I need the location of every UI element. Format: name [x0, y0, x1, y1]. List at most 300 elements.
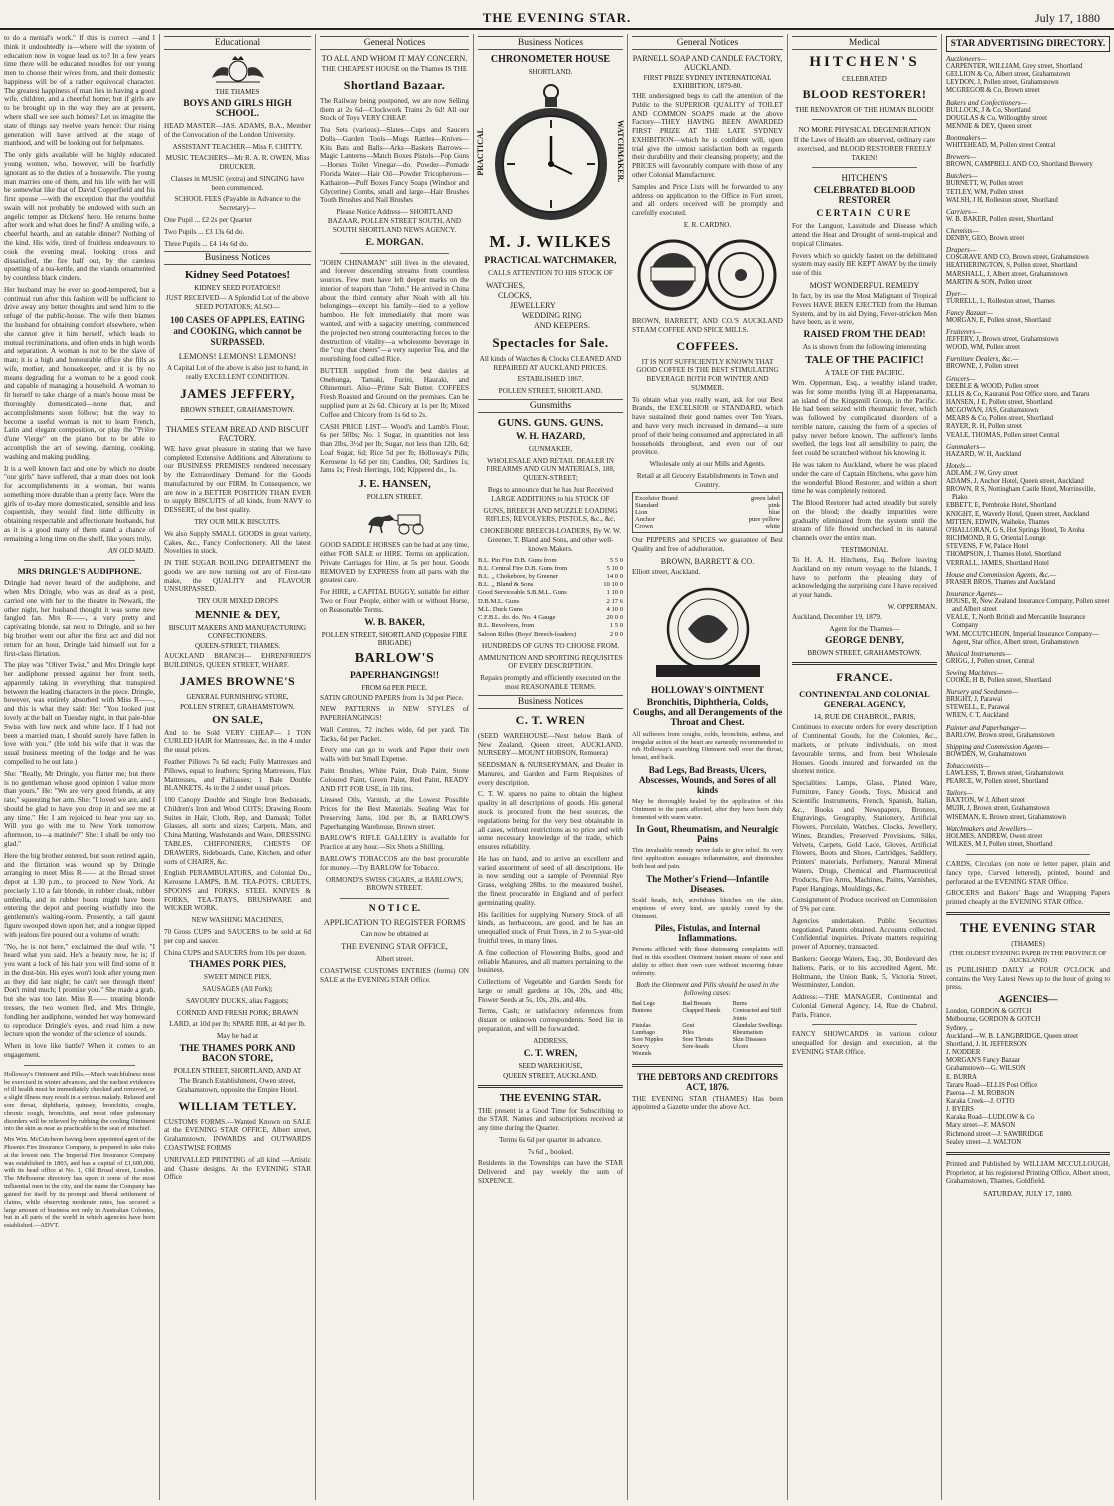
stock-list	[478, 281, 623, 331]
agency-entry: Richmond street—J. SAWBRIDGE	[946, 1130, 1044, 1138]
advert-line: AMMUNITION AND SPORTING REQUISITES OF EVERY DESCRIPTION.	[478, 653, 623, 671]
advertiser-name: THE THAMES PORK AND BACON STORE,	[179, 1044, 296, 1065]
advert-subtitle: FIRST PRIZE SYDNEY INTERNATIONAL EXHIBITION, 1879-80.	[643, 74, 772, 90]
advert-line: GUNS, BREECH AND MUZZLE LOADING RIFLES, REVOLVERS, PISTOLS, &c., &c.	[483, 506, 618, 524]
advert-line: A Capital Lot of the above is also just to hand, in really EXCELLENT CONDITION.	[167, 364, 308, 381]
advert-title: Piles, Fistulas, and Internal Inflammations.	[654, 923, 761, 944]
table-row: Standard pink	[635, 502, 780, 510]
advert-title: CELEBRATED BLOOD RESTORER	[813, 186, 916, 207]
list-item: Ulcers	[732, 1044, 749, 1051]
advert-line: This invaluable remedy never fails to give relief. Its very first application assuages inflammation, and diminishes both heat and pain.	[632, 847, 783, 871]
directory-list	[946, 55, 1110, 849]
pocket-watch-icon	[492, 82, 610, 224]
advert-line: For HIRE, a CAPITAL BUGGY, suitable for either Two or Four People, either with or without Horse, on Reasonable Terms.	[320, 588, 469, 614]
directory-entry: HANSEN, J E, Pollen street, Shortland	[946, 398, 1053, 406]
advert-line: Consignment of Produce received on Commission of 5% per cent.	[792, 896, 937, 914]
advert-line: All sufferers from coughs, colds, bronchitis, asthma, and irregular action of the heart are earnestly recommended to rub Holloway's searching Ointment well over the throat, breast, and back.	[632, 730, 783, 762]
table-row: Good Serviceable S.B.M.L. Guns 1 10 0	[478, 589, 623, 597]
divider	[812, 167, 917, 168]
directory-entry: FRASER BROS, Thames and Auckland	[946, 578, 1056, 586]
advert-line: Agencies undertaken. Public Securities negotiated. Patents obtained. Accounts collected. Confidential inquiries. Private matters requiring power of Attorney, transacted.	[792, 916, 937, 952]
directory-entry: GELLION & Co, Albert street, Grahamstown	[946, 71, 1071, 79]
ointment-seal-icon	[648, 581, 768, 681]
advert-line: BROWN, BARRETT, AND CO.'S AUCKLAND STEAM COFFEE AND SPICE MILLS.	[632, 316, 783, 334]
list-item: Burns	[732, 1001, 747, 1008]
advert-line: Linseed Oils, Varnish, at the Lowest Possible Prices for the Best Materials. Sealing Wax for Preserving Jams, 10d per lb, at BARLOW'S Paperhanging Warehouse, Brown street.	[320, 796, 469, 831]
advert-subtitle: KIDNEY SEED POTATOES!!	[194, 284, 281, 293]
coffee-brand-emblems-icon	[633, 233, 783, 313]
advert-subtitle: FROM 6d PER PIECE.	[361, 683, 428, 692]
advert-line: Every one can go to work and Paper their own walls with but Small Expense.	[320, 746, 469, 764]
directory-section-heading: Musical Instruments—	[946, 649, 1012, 658]
directory-entry: TETLEY, WM, Pollen street	[946, 188, 1024, 196]
story-signature: AN OLD MAID.	[108, 546, 155, 555]
list-item: Contracted and Stiff Joints	[732, 1008, 782, 1022]
directory-entry: MENNIE & DEY, Queen street	[946, 122, 1032, 130]
section-header: Business Notices	[478, 36, 623, 50]
advert-line: UNRIVALLED PRINTING of all kind —Artistic and Chaste designs. At the EVENING STAR Office	[164, 1155, 311, 1182]
directory-section-heading: Gunmakers—	[946, 442, 986, 451]
advert-title: COFFEES.	[676, 338, 739, 353]
advert-line: For the Languor, Lassitude and Disease which attend the Heat and Drought of semi-tropical and tropical Climates.	[792, 222, 937, 248]
list-item: Skin Diseases	[732, 1037, 767, 1044]
agency-entry: J. NODDER	[946, 1049, 981, 1057]
story-paragraph: Her husband may be ever so good-tempered, but a continual run after this fashion will be sufficient to drive away any better thoughts and send him to the refuge of the public-house. The wife then blames the husband for obtaining comfort elsewhere, when she cannot give it him herself, which leads to mutual recriminations, and often ends in high words and separation. A woman is not to be the slave of man; it is a high and honourable office she fills as wife, mother, and housekeeper, and it is by no means degrading for a woman to be a good cook and capable of managing a household. A woman to fit herself to take charge of a man's house must be thoroughly domesticated—none that, and accomplishments soon follow; but the way to become a useful woman is not to learn French, Latin and elegant composition, or play the "Prière d'une Vierge" on the piano but to be able to accomplish the art of sewing, darning, cooking, washing and making pudding.	[4, 285, 155, 461]
directory-section-heading: Tailors—	[946, 789, 973, 798]
school-title: THE THAMES	[215, 88, 260, 96]
advertiser-name: WILLIAM TETLEY.	[178, 1098, 297, 1113]
advert-line: And to be Sold VERY CHEAP— 1 TON CURLED HAIR for Mattresses, &c. in the 4 under the usual prices.	[164, 728, 311, 755]
advert-line: Paint Brushes, White Paint, Drab Paint, Stone Coloured Paint, Green Paint, Red Paint, READY AND FIT FOR USE, in 1lb tins.	[320, 766, 469, 793]
directory-section-heading: Chemists—	[946, 227, 979, 236]
advert-subtitle: (THAMES)	[1011, 939, 1045, 948]
directory-section-heading: Watchmakers and Jewellers—	[946, 824, 1033, 833]
ailment-list	[632, 1001, 783, 1059]
advert-line: Collections of Vegetable and Garden Seeds for large or small gardens at 10s, 20s, and 40s; Flower Seeds at 5s, 10s, 20s, and 40s.	[478, 978, 623, 1004]
section-header: Business Notices	[164, 251, 311, 265]
directory-entry: PEARCE, W, Pollen street, Shortland	[946, 778, 1049, 786]
directory-entry: GRIGG, J, Pollen street, Central	[946, 657, 1035, 665]
advert-line: GROCERS and Bakers' Bags and Wrapping Papers printed cheaply at the EVENING STAR Office.	[946, 889, 1110, 907]
advert-subtitle: PRACTICAL WATCHMAKER,	[484, 256, 617, 266]
advertiser-name: W. H. HAZARD,	[515, 431, 586, 442]
agency-entry: Shortland, J. H. JEFFERSON	[946, 1040, 1027, 1048]
notice-title: N O T I C E.	[368, 904, 421, 915]
directory-entry: O'HALLORAN, G S, Hot Springs Hotel, Te Aroha	[946, 526, 1085, 534]
advert-title: NO MORE PHYSICAL DEGENERATION	[798, 125, 931, 134]
advert-line: Begs to announce that he has Just Received LARGE ADDITIONS to his STOCK OF	[487, 486, 614, 503]
school-line: HEAD MASTER—JAS. ADAMS, B.A., Member of the Convocation of the London University.	[164, 122, 311, 139]
advert-line: (SEED WAREHOUSE—Next below Bank of New Zealand, Queen street, AUCKLAND. NURSERY—MOUNT HOBSON, Remuera)	[478, 731, 623, 758]
divider	[812, 119, 917, 120]
directory-section-heading: Carriers—	[946, 207, 978, 216]
list-item: Rheumatism	[732, 1029, 763, 1036]
section-header: Medical	[792, 36, 937, 50]
advert-subtitle: THE RENOVATOR OF THE HUMAN BLOOD!	[794, 106, 935, 114]
advert-line: Address:—THE MANAGER, Continental and Colonial General Agency, 14, Rue de Chabrol, Paris, France.	[792, 993, 937, 1019]
advert-line: Agent for the Thames—	[829, 624, 900, 633]
advert-title: Spectacles for Sale.	[492, 334, 609, 350]
royal-crest-icon	[208, 54, 268, 84]
advert-line: CASH PRICE LIST— Wood's and Lamb's Flour, 6s per 50lbs; No. 1 Sugar, in quantities not less than 2lbs, 3½d per lb; Sugar, not less than 12lb, 6d; Loaf Sugar, 6d; Rice 5d per lb; Holloway's Pills; Kerosene 1s 6d per tin; Candles, Oil; Sardines 1s; Jams 1s; Fresh Herrings, 10d; Kippered do., 1s.	[320, 422, 469, 475]
imprint: Printed and Published by WILLIAM MCCULLOUGH, Proprietor, at his registered Printing Office, Albert street, Grahamstown, Thames, Goldfield.	[946, 1159, 1110, 1186]
advert-line: Albert street.	[375, 955, 414, 964]
advert-line: SEEDSMAN & NURSERYMAN, and Dealer in Manures, and Garden and Farm Requisites of every description.	[478, 761, 623, 787]
divider	[946, 912, 1110, 915]
advert-line: CORNED AND FRESH PORK; BRAWN	[176, 1008, 299, 1017]
directory-entry: COSGRAVE AND CO, Brown street, Grahamstown	[946, 254, 1089, 262]
advert-line: Wm. Opperman, Esq., a wealthy island trader, was for some months lying ill at Happenanama, an island of the Kingsmill Group, in the Pacific. He had been seized with rheumatic fever, which was followed by complicated disorders of a terrible nature, causing the form of a species of palsy never before known. The sufferer's limbs swelled, the legs lost all sensibility to pain; the feet could be scratched without his knowing it.	[792, 378, 937, 458]
advert-title: Bad Legs, Bad Breasts, Ulcers, Abscesses, Wounds, and Sores of all kinds	[639, 765, 776, 796]
directory-entry: WREN, C T, Auckland	[946, 712, 1009, 720]
directory-entry: TURRELL, L, Rolleston street, Thames	[946, 297, 1055, 305]
table-row: Lion blue	[635, 509, 780, 517]
advert-line: ADDRESS,	[533, 1036, 568, 1045]
advert-line: POLLEN STREET, SHORTLAND.	[498, 387, 603, 396]
advert-subtitle: A TALE OF THE PACIFIC.	[824, 368, 905, 377]
advertiser-name: JAMES JEFFERY,	[180, 385, 295, 401]
directory-entry: WOOD, WM, Pollen street	[946, 344, 1021, 352]
advert-line: 100 Canopy Double and Single Iron Bedsteads, Children's Iron and Wood COTS; Drawing Room Suites in Hair, Cloth, Rep, and Damask; Toilet Glasses, all sorts and sizes; Carpets, Mats, and China Matting, Washstands and Ware, DRESSING TABLES, CHIFFONIERS, CHESTS OF DRAWERS, Sideboards, Cane, Kitchen, and other sorts of CHAIRS, &c.	[164, 796, 311, 866]
directory-entry: WM. MCCUTCHEON, Imperial Insurance Company—Agent, Star office, Albert street, Grahamstown	[946, 630, 1099, 646]
advert-title: THE DEBTORS AND CREDITORS ACT, 1876.	[637, 1071, 778, 1092]
advert-title: CERTAIN CURE	[816, 209, 913, 220]
directory-entry: HAZARD, W. H, Auckland	[946, 450, 1022, 458]
advertiser-address: POLLEN STREET, GRAHAMSTOWN.	[180, 702, 295, 711]
directory-entry: WHITEHEAD, M, Pollen street Central	[946, 142, 1056, 150]
advert-line: Specialities: Lamps, Glass, Plated Ware, Furniture, Fancy Goods, Toys, Musical and Scientific Instruments, French, Spanish, Italian, &c., Books and Newspapers, Bronzes, Engravings, Geography, Stationery, Artificial Flowers, Porcelain, Watches, Clocks, Jewellery, Wines, Brandies, Preserved Provisions, Silks, Velvets, Carpets, Gold Lace, Gloves, Artificial Flowers, Boots and Shoes, Cartridges, Saddlery, Printers' materials, Perfumery, Natural Mineral Waters, Drugs, Chemical and Pharmaceutical Products, Fire Arms, Machines, Paints, Varnishes, Paper Hangings, Mouldings, &c.	[792, 779, 937, 893]
story-paragraph: The only girls available will be highly educated young women, who, however, will be fearfully ignorant as to the duties of a housewife. The young man marries one of them, and his life with her will be somewhat like that of David Copperfield and his first spouse —with the exception that the youthful swain will not probably be endowed with such an angelic temper as Dickens' hero. He returns home after work and what does he find? A smiling wife, a cheerful hearth, and an eatable dinner? Nothing of the kind. His wife, tired of fruitless endeavours to cook the evening meal, looking cross and dissatisfied, the fire half out, by the careless upsetting of a tea-kettle, and the viands ornamented by countless black cinders.	[4, 151, 155, 283]
list-item: Sore Throats	[682, 1037, 714, 1044]
advert-line: SWEET MINCE PIES,	[203, 973, 272, 982]
agency-entry: Mary street—F. MASON	[946, 1122, 1016, 1130]
column-1	[0, 34, 160, 1500]
advert-line: Fevers which so quickly fasten on the debilitated system may easily BE KEPT AWAY by the timely use of this	[792, 251, 937, 278]
advert-title: PAPERHANGINGS!!	[349, 670, 440, 681]
advert-line: HUNDREDS OF GUNS TO CHOOSE FROM.	[481, 641, 620, 650]
directory-title: STAR ADVERTISING DIRECTORY.	[946, 36, 1110, 52]
advert-title: THE EVENING STAR	[959, 919, 1097, 935]
table-row: B.L. ,, Bland & Sons 10 10 0	[478, 581, 623, 589]
advertiser-name: E. R. CARDNO.	[683, 220, 732, 229]
table-row: B.L. ,, Chokebore, by Greener 14 0 0	[478, 572, 623, 580]
agency-entry: London, GORDON & GOTCH	[946, 1008, 1032, 1016]
advert-line: Our PEPPERS and SPICES we guarantee of Best Quality and free of adulteration.	[632, 536, 783, 554]
advertiser-address: POLLEN STREET, SHORTLAND (Opposite FIRE BRIGADE)	[321, 630, 468, 647]
directory-section-heading: House and Commission Agents, &c.—	[946, 570, 1057, 579]
advert-line: May be had at	[217, 1032, 258, 1041]
advert-line: Both the Ointment and Pills should be used in the following cases:	[636, 980, 779, 998]
advertiser-name: HITCHEN'S	[841, 173, 888, 184]
agency-entry: J. BYERS	[946, 1106, 974, 1114]
directory-section-heading: Drapers—	[946, 246, 977, 255]
directory-entry: KNIGHT, E, Waverly Hotel, Queen street, Auckland	[946, 510, 1090, 518]
table-row: Saloon Rifles (Boys' Breech-loaders) 2 0 0	[478, 630, 623, 638]
advert-line: "JOHN CHINAMAN" still lives in the elevated, and forever descending streams from countless sources. Few men have left deeper marks on the interior of teapots than "John." He arrived in China about the third century after Noah with all his belongings—except his family—tied to a yellow bamboo. He felt immediately that more was wanted, and with a sagacity unerring, commenced the projected two strong counteracting forces to the destruction of vitality—a wholesome beverage in the "cup that cheers"—a very superior Tea, and the nourishing food called Rice.	[320, 258, 469, 364]
directory-entry: DOUGLAS & Co, Willoughby street	[946, 114, 1047, 122]
column-2	[160, 34, 316, 1500]
advert-line: BARLOW'S RIFLE GALLERY is available for Practice at any hour.—Six Shots a Shilling.	[320, 834, 469, 852]
advert-line: To H. A. H. Hitchens, Esq. Before leaving Auckland on my return voyage to the Islands, I have to perform the pleasing duty of acknowledging the surprising cure I have received at your hands.	[792, 556, 937, 600]
advertiser-name: W. B. BAKER,	[364, 617, 425, 628]
advert-line: A fine collection of Flowering Bulbs, good and reliable Manures, and all matters pertaining to the business.	[478, 948, 623, 975]
table-row: B.L. Revolvers, from 1 5 0	[478, 622, 623, 630]
directory-entry: DENBY, GEO, Brown street	[946, 235, 1025, 243]
agency-entry: Karaka Road—LUDLOW & Co	[946, 1114, 1035, 1122]
table-row: C.F.B.L. do. do. No. 4 Gauge 20 0 0	[478, 614, 623, 622]
directory-entry: WILKES, M J, Pollen street, Shortland	[946, 840, 1053, 848]
section-header: General Notices	[632, 36, 783, 50]
directory-section-heading: Butchers—	[946, 172, 978, 181]
fee-line: One Pupil ... £2 2s per Quarter	[164, 216, 253, 225]
advert-line: TRY OUR MIXED DROPS	[196, 597, 278, 606]
list-item: Sore-heads	[682, 1044, 709, 1051]
directory-section-heading: Sewing Machines—	[946, 668, 1003, 677]
story-paragraph: When in love like battle? When it comes to an engagement.	[4, 1042, 155, 1059]
advert-title: GUNS. GUNS. GUNS.	[497, 416, 604, 429]
brand-label-table	[632, 492, 783, 533]
agency-list	[946, 1008, 1110, 1147]
stock-item: WEDDING RING	[522, 310, 582, 320]
table-row: B.L. Central Fire D.B. Guns from 5 10 0	[478, 564, 623, 572]
directory-entry: MITTEN, EDWIN, Waiheke, Thames	[946, 518, 1050, 526]
directory-section-heading: Bakers and Confectioners—	[946, 98, 1028, 107]
advert-line: THE EVENING STAR (THAMES) Has been appointed a Gazette under the above Act.	[632, 1094, 783, 1112]
advert-signature: W. OPPERMAN.	[887, 602, 937, 611]
directory-section-heading: Furniture Dealers, &c.—	[946, 355, 1019, 364]
advert-title: THAMES PORK PIES,	[189, 960, 286, 971]
directory-entry: THOMPSON, J, Thames Hotel, Shortland	[946, 551, 1061, 559]
advert-title: TESTIMONIAL	[840, 546, 889, 554]
directory-section-heading: Tobacconists—	[946, 761, 990, 770]
advert-line: He has on hand, and to arrive an excellent and varied assortment of seed of all descriptions. He is now sending out a sample of Perennial Rye Grass, weighing 28lbs. to the measured bushel, the finest procurable in England and of perfect germinating quality.	[478, 854, 623, 907]
column-3	[316, 34, 474, 1500]
advert-line: The Railway being postponed, we are now Selling them at 2s 6d—Clockwork Trains 2s 6d! All our Stock of Toys VERY CHEAP.	[320, 96, 469, 123]
story-paragraph: Dringle had never heard of the audiphone, and when Mrs Dringle, who was as deaf as a post, carried one with her to the theatre in Newark, the other night, her husband thought it was some new fangled fan. Mrs R——, a very pretty and captivating blonde, sat next to Dringle, and so her big brother went out after the first act and did not return for an hour, Dringle laid himself out for a first-class flirtation.	[4, 579, 155, 658]
directory-entry: LEYDON, J, Pollen street, Grahamstown	[946, 79, 1059, 87]
directory-entry: ADAMS, J, Anchor Hotel, Queen street, Auckland	[946, 478, 1084, 485]
directory-entry: EBBETT, E, Pembroke Hotel, Shortland	[946, 502, 1057, 510]
advertiser-name: J. E. HANSEN,	[358, 478, 431, 491]
advert-title: AGENCIES—	[998, 995, 1058, 1006]
agency-entry: Auckland—W. B. LANGBRIDGE, Queen street	[946, 1032, 1079, 1040]
list-item: Chapped Hands	[682, 1008, 721, 1015]
advert-title: RAISED FROM THE DEAD!	[803, 330, 926, 341]
directory-entry: BRIGHT, J, Parawai	[946, 696, 1003, 704]
directory-entry: HOUSE, R, New Zealand Insurance Company, Pollen street and Albert street	[946, 597, 1110, 614]
advert-line: SATIN GROUND PAPERS from 1s 3d per Piece.	[320, 693, 464, 702]
list-item: Glandular Swellings	[732, 1022, 782, 1029]
list-item: Bad Breasts	[682, 1001, 712, 1008]
section-header: General Notices	[320, 36, 469, 50]
advert-line: His facilities for supplying Nursery Stock of all kinds, as herbaceous, are good, and he has an unequalled stock of Fruit Trees, in 2 to 5-year-old fruitful trees, in many lines.	[478, 910, 623, 945]
advert-line: CARDS, Circulars (on note or letter paper, plain and fancy type, Curved lettered), printed, bound and perforated at the EVENING STAR Office.	[946, 860, 1110, 886]
divider	[24, 560, 135, 561]
advert-line: Retail at all Grocery Establishments in Town and Country.	[636, 471, 779, 489]
directory-entry: BULLOCK, J & Co, Shortland	[946, 106, 1031, 114]
imprint-date: SATURDAY, JULY 17, 1880.	[983, 1189, 1073, 1199]
story-paragraph: Here the big brother entered, but soon retired again, and the flirtation was wound up by Dringle arranging to meet Miss R—— at the Broad street depot at 1.30 p.m., to proceed to New York. At precisely 1.10 a fair blonde, in rubber cloak, rubber umbrella, and in rubber boots might have been entering the depot and peering wistfully into the gentlemen's waiting-room. Presently, a tall gaunt figure swooped down upon her, and a tongue tipped with jealous fire poured out a volume of wrath:	[4, 851, 155, 939]
advertiser-address: BROWN STREET, GRAHAMSTOWN.	[807, 649, 922, 658]
advert-line: Bankers: George Waters, Esq., 30, Boulevard des Italiens, Paris, or to his accredited Agent, Mr. Holtmann, the Union Bank, 5, Victoria Street, Westminster, London.	[792, 955, 937, 990]
advertiser-name: C. T. WREN	[515, 712, 586, 727]
list-item: Bunions	[632, 1008, 653, 1015]
advert-line: All kinds of Watches & Clocks CLEANED AND REPAIRED AT AUCKLAND PRICES.	[479, 354, 622, 372]
advert-line: The Blood Restorer had acted steadily but surely on the blood; the deadly impurities were gradually eliminated from the system until the stream of life flowed unchecked in its natural channels over the entire man.	[792, 499, 937, 543]
directory-section-heading: Brewers—	[946, 153, 977, 162]
school-line: Classes in MUSIC (extra) and SINGING have been commenced.	[170, 174, 305, 192]
directory-entry: MCGREGOR & Co, Brown street	[946, 87, 1040, 95]
advert-line: THE EVENING STAR OFFICE,	[341, 942, 448, 952]
advert-title: THAMES STEAM BREAD AND BISCUIT FACTORY.	[165, 424, 310, 443]
directory-entry: MARTIN & SON, Pollen street	[946, 278, 1032, 286]
advert-line: Continues to execute orders for every description of Continental Goods, for the Colonies, &c., markets, or private individuals, on most favourable terms, and from best Wholesale Houses. Goods insured and forwarded on the shortest notice.	[792, 723, 937, 776]
advertiser-subtitle: BISCUIT MAKERS AND MANUFACTURING CONFECTIONERS.	[168, 624, 307, 641]
directory-entry: WALSH, J H, Rolleston street, Shortland	[946, 196, 1058, 204]
divider	[966, 854, 1090, 855]
directory-entry: STEVENS, F W, Palace Hotel	[946, 543, 1029, 551]
advertiser-name: CONTINENTAL AND COLONIAL GENERAL AGENCY,	[799, 689, 930, 710]
school-line: SCHOOL FEES (Payable in Advance to the Secretary)—	[174, 195, 301, 213]
advertiser-subtitle: SEED WAREHOUSE,	[518, 1061, 583, 1070]
advert-line: The Branch Establishment, Owen street, Grahamstown, opposite the Empire Hotel.	[176, 1077, 299, 1094]
story-paragraph: She: "Really, Mr Dringle, you flatter me; but there is no gentleman whose good opinion I value more than yours." He: "We are very good friends, at any rate," squeezing her arm. She: "I loved we are, and I should be glad to have you drop in and see me at any time." He: I am rejoiced to hear you say so. Will you go with me to New York tomorrow afternoon, to—a matinée?" She: I shall be only too glad."	[4, 769, 155, 848]
directory-section-heading: Hotels—	[946, 461, 972, 470]
table-row: Anchor pure yellow	[635, 516, 780, 524]
advert-line: 7s 6d ,, booked.	[527, 1147, 574, 1156]
directory-entry: BURNETT, W, Pollen street	[946, 180, 1024, 188]
list-item: Bad Legs	[632, 1001, 655, 1008]
story-paragraph: "No, he is not here," exclaimed the deaf wife. "I heard what you said. He's a beauty now, he is; if you want a lock of his hair you will find some of it in the dust-bin. His eyes won't look after young men as they did last night; he can't see through them! Don't mind much; I promise you." She made a grab, but she was too late. Miss R—— treating blonde tresses, the two women fled, and Mrs Dringle, fondling her audiphone, wended her way homeward to reproduce Dringle's eyes, and read him a new lecture upon the wonder of the science of sounds.	[4, 942, 155, 1039]
advert-line: IT IS NOT SUFFICIENTLY KNOWN THAT GOOD COFFEE IS THE BEST STIMULATING BEVERAGE BOTH FOR WINTER AND SUMMER.	[636, 357, 779, 392]
agency-entry: Grahamstown—G. WILSON	[946, 1065, 1026, 1073]
story-title: MRS DRINGLE'S AUDIPHONE.	[17, 566, 142, 577]
directory-entry: MCGOWAN, JAS, Grahamstown	[946, 407, 1039, 415]
divider	[340, 253, 449, 254]
table-row: Crown white	[635, 523, 780, 531]
advertiser-address: 14, RUE DE CHABROL, PARIS,	[813, 712, 916, 722]
advert-line: ORMOND'S SWISS CIGARS, at BARLOW'S, BROWN STREET.	[325, 875, 464, 893]
agency-entry: Paeroa—J. M. ROBSON	[946, 1089, 1015, 1097]
advert-line: SAUSAGES (All Pork);	[202, 985, 273, 994]
advert-line: JUST RECEIVED— A Splendid Lot of the above SEED POTATOES; ALSO—	[165, 294, 310, 312]
directory-section-heading: Fruiterers—	[946, 328, 982, 337]
advert-title: In Gout, Rheumatism, and Neuralgic Pains	[636, 824, 779, 845]
notice-title: TO ALL AND WHOM IT MAY CONCERN.	[321, 54, 468, 63]
advert-title: CHRONOMETER HOUSE	[490, 54, 611, 65]
advertiser-name: BROWN, BARRETT & CO.	[660, 557, 755, 566]
advert-title: The Mother's Friend—Infantile Diseases.	[646, 873, 769, 894]
advert-line: As is shown from the following interesting	[802, 343, 927, 352]
advert-line: AUCKLAND BRANCH— EHRENFRIED'S BUILDINGS, QUEEN STREET, WHARF.	[164, 652, 311, 669]
advert-line: Persons afflicted with these distressing complaints will find in this excellent Ointment instant means of ease and ability to effect their own cure without incurring future infirmity.	[632, 946, 783, 977]
section-header: Business Notices	[478, 695, 623, 709]
advert-title: THE EVENING STAR.	[499, 1092, 602, 1104]
advert-line: English PERAMBULATORS, and Colonial Do., Kerosene LAMPS, B.M. TEA-POTS, CRUETS, SPOONS and FORKS, STEEL KNIVES & FORKS, TEA-TRAYS, BRUSHWARE and WICKER WORK.	[164, 869, 311, 913]
directory-section-heading: Painter and Paperhanger—	[946, 723, 1027, 732]
advert-line: May be thoroughly healed by the application of this Ointment to the parts affected, after they have been duly fomented with warm water.	[632, 798, 783, 821]
directory-entry: W. B. BAKER, Pollen street, Shortland	[946, 215, 1054, 223]
advertiser-name: E. MORGAN.	[365, 237, 424, 248]
advertiser-name: M. J. WILKES	[489, 232, 612, 251]
advertiser-address: POLLEN STREET.	[366, 493, 423, 502]
watch-illustration	[478, 78, 623, 228]
advertiser-address: BROWN STREET, GRAHAMSTOWN.	[180, 405, 295, 414]
list-item: Fistulas	[632, 1022, 651, 1029]
advert-line: Wall Centres, 72 inches wide, 6d per yard. Tin Tacks, 6d per Packet.	[320, 725, 469, 743]
masthead	[0, 6, 1114, 30]
advertiser-name: Shortland Bazaar.	[343, 77, 446, 92]
directory-entry: ELLIS & Co, Kauranui Post Office store, and Tararu	[946, 390, 1090, 398]
advert-paragraph: Holloway's Ointment and Pills.—Much watchfulness must be exercised in winter advances, and the earliest evidences of ill health must be immediately checked and removed, or a slight illness may result in a serious malady. Relaxed and sore throat, diphtheria, quinsey, bronchitis, coughs, chronic cough, bronchitis, and most other pulmonary disorders will be relieved by rubbing the cooling Ointment into the skin as near as practicable to the seat of mischief.	[4, 1070, 155, 1133]
advertiser-address: POLLEN STREET, SHORTLAND, AND AT	[173, 1067, 302, 1076]
agency-entry: Sealey street—J. WALTON	[946, 1138, 1022, 1146]
column-7-directory	[942, 34, 1114, 1500]
advert-line: NEW PATTERNS in NEW STYLES of PAPERHANGINGS!	[320, 705, 469, 723]
advert-line: Wholesale only at our Mills and Agents.	[649, 460, 766, 469]
directory-entry: VERRALL, JAMES, Shortland Hotel	[946, 559, 1049, 567]
advert-line: Scald heads, itch, scrofulous blotches on the skin, eruptions of every kind, are quickly cured by the Ointment.	[632, 896, 783, 920]
advertiser-name: BARLOW'S	[354, 650, 435, 666]
advert-line: IN THE SUGAR BOILING DEPARTMENT the goods we are now turning out are of First-rate make, the QUALITY and FLAVOUR UNSURPASSED.	[164, 559, 311, 594]
page-columns	[0, 34, 1114, 1500]
stock-item: AND KEEPERS.	[534, 320, 591, 330]
advert-line: Feather Pillows 7s 6d each; Fully Mattresses and Pillows, equal to feathers; Spring Mattresses, Flax Mattresses, and Palliasses; 1 Bale Double BLANKETS, 4s in the 2 under usual prices.	[164, 757, 311, 793]
advertiser-name: JAMES BROWNE'S	[179, 673, 296, 688]
advert-line: If the Laws of Health are observed, ordinary care exercised, and BLOOD RESTORER FREELY TAKEN!	[793, 136, 936, 162]
advert-line: WE have great pleasure in stating that we have completed Extensive Additions and Alterations to our BUSINESS PREMISES rendered necessary by the Extraordinary Demand for the Goods manufactured by our FIRM. In Consequence, we are now in a BETTER POSITION THAN EVER to supply BISCUITS of all kinds, from NAVY to DESSERT, of the best quality.	[164, 444, 311, 515]
directory-section-heading: Auctioneers—	[946, 55, 987, 63]
directory-entry: VEALE, THOMAS, Pollen street Central	[946, 431, 1060, 439]
directory-section-heading: Grocers—	[946, 374, 976, 383]
advert-line: He was taken to Auckland, where he was placed under the care of Captain Hitchens, who gave him the wonderful Blood Restorer, and within a short time he was completely restored.	[792, 460, 937, 496]
advert-line: FANCY SHOWCARDS in various colour unequalled for design and execution, at the EVENING STAR Office.	[792, 1030, 937, 1057]
directory-section-heading: Dyer—	[946, 289, 967, 298]
advert-line: THE undersigned begs to call the attention of the Public to the SUPERIOR QUALITY of TOILET AND COMMON SOAPS made at the above Factory—THEY HAVING BEEN AWARDED FIRST PRIZE AT THE LATE SYDNEY EXHIBITION—which he is confident will, upon trial give the utmost satisfaction both as regards their durability and their cleansing property; and the PRICES will favourably compare with those of any other Colonial Manufacturer.	[632, 92, 783, 180]
issue-date: July 17, 1880	[1034, 11, 1100, 25]
fee-line: Two Pupils ... £3 13s 6d do.	[164, 227, 245, 236]
advert-title: HOLLOWAY'S OINTMENT	[651, 684, 764, 695]
directory-entry: BARLOW, Brown street, Grahamstown	[946, 731, 1055, 739]
advert-line: GOOD SADDLE HORSES can be had at any time, either FOR SALE or HIRE. Terms on application. Private Carriages for Hire, at 5s per hour. Goods REMOVED by EXPRESS from all parts with the greatest care.	[320, 541, 469, 585]
directory-entry: RICHMOND, R G, Oriental Lounge	[946, 535, 1046, 543]
divider	[946, 1152, 1110, 1155]
divider	[792, 662, 937, 665]
section-header: Educational	[164, 36, 311, 50]
directory-entry: COOKE, H B, Pollen street, Shortland	[946, 676, 1051, 684]
agency-entry: Melbourne, GORDON & GOTCH	[946, 1016, 1041, 1024]
list-item: Gout	[682, 1022, 695, 1029]
advert-title: MOST WONDERFUL REMEDY	[809, 281, 920, 291]
divider	[812, 1024, 917, 1025]
advert-line: THE present is a Good Time for Subscribing to the STAR. Names and subscriptions received at any time during the Quarter.	[478, 1106, 623, 1133]
directory-section-heading: Bootmakers—	[946, 134, 987, 143]
column-6	[788, 34, 942, 1500]
school-name: BOYS AND GIRLS HIGH SCHOOL.	[183, 99, 292, 119]
advert-title: FRANCE.	[836, 670, 893, 685]
story-paragraph: to do a menial's work." If this is correct —and I think it undoubtedly is—where will the system of education now in vogue lead us to? In a few years time there will be educated noodles for our young men to choose their wives from, and their domestic happiness will be of a rather equivocal character. The greatest happiness of man lies in having a good wife, children, and a cheerful home; but if girls are to be brought up in the way they are at present, where shall we see such homes? Let us imagine the state of things say twelve years hence: Our rising generation will have arrived at the stage of manhood, and will be looking out for helpmates.	[4, 34, 155, 148]
directory-entry: BOWDEN, W, Grahamstown	[946, 750, 1027, 758]
advertiser-name: GEORGE DENBY,	[825, 636, 904, 647]
advert-line: To obtain what you really want, ask for our Best Brands, the EXCELSIOR or STANDARD, which have sustained their good names over Ten Years, and have very much increased in demand—a sure proof of their being consumed and appreciated in all households throughout, and even out of our province.	[632, 395, 783, 457]
advert-line: COASTWISE CUSTOMS ENTRIES (forms) ON SALE at the EVENING STAR Office.	[320, 966, 469, 984]
advert-line: LARD, at 10d per lb; SPARE RIB, at 4d per lb.	[169, 1020, 306, 1029]
school-line: MUSIC TEACHERS—Mr R. A. R. OWEN, Miss DRUCKER.	[165, 154, 310, 172]
advert-line: TRY OUR MILK BISCUITS.	[194, 518, 281, 527]
directory-entry: BROWN, R S, Nottingham Castle Hotel, Morrinsville, Piako	[946, 486, 1096, 502]
divider	[632, 1064, 783, 1067]
column-4	[474, 34, 628, 1500]
